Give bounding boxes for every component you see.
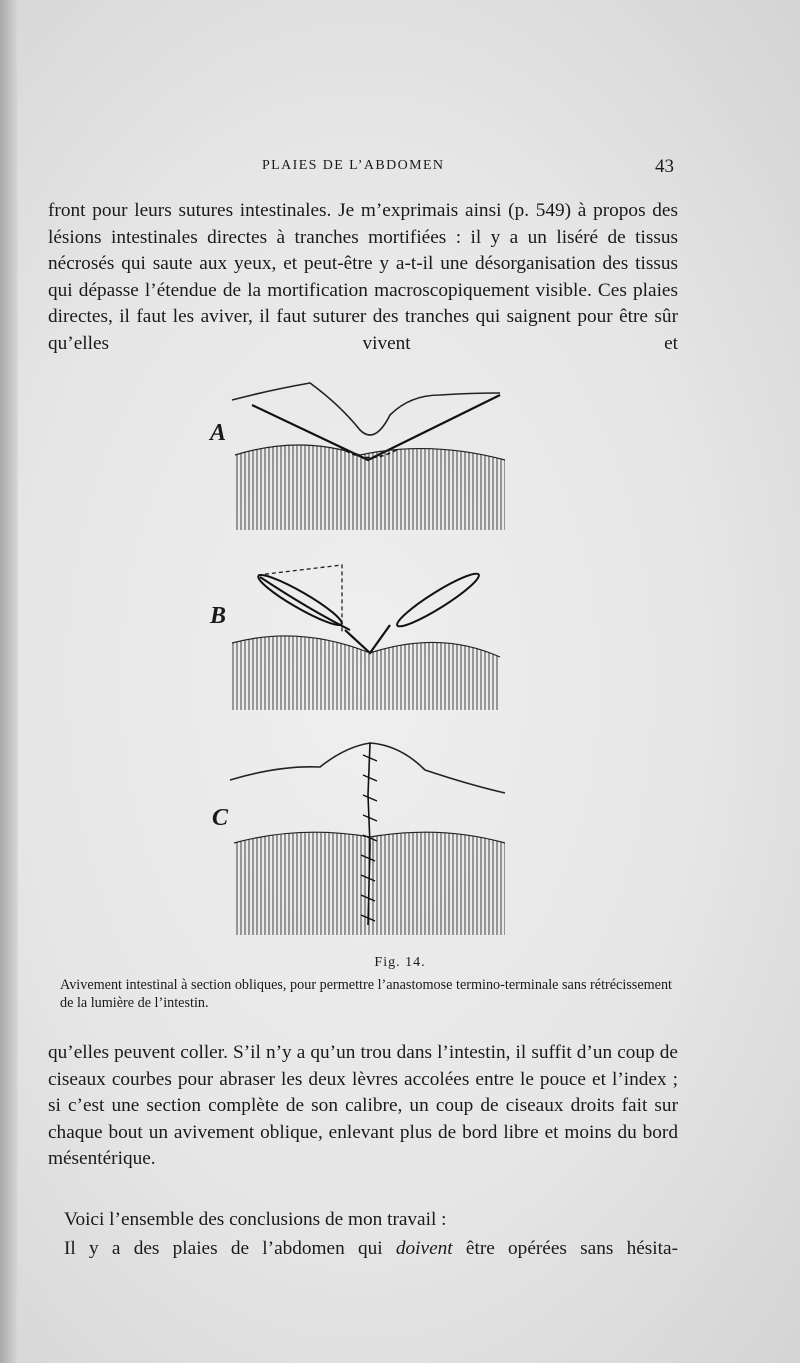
- figure-label-a: A: [210, 420, 227, 446]
- panel-c-drawing: [230, 743, 505, 935]
- panel-b-drawing: [232, 565, 500, 710]
- panel-a-drawing: [232, 383, 505, 530]
- intestine-illustration: [200, 375, 530, 945]
- figure-label-b: B: [210, 603, 227, 629]
- running-head: [0, 158, 800, 182]
- paragraph-bottom: qu’elles peuvent coller. S’il n’y a qu’un trou dans l’intestin, il suffit d’un coup de ciseaux courbes pour abraser les deux lèvres accolées entre le pouce et l’index ; si c’est une section complète de son calibre, un coup de ciseaux droits fait sur chaque bout un avivement oblique, enlevant plus de bord libre et moins du bord mésentérique.: [48, 1042, 678, 1169]
- page-binding-edge: [0, 0, 18, 1363]
- figure-number: Fig. 14.: [374, 955, 426, 970]
- paragraph-conclusion: Voici l’ensemble des conclusions de mon travail :: [64, 1209, 447, 1230]
- figure-14: [200, 375, 530, 945]
- paragraph-last-emphasis: doivent: [395, 1238, 453, 1259]
- page-number: 43: [655, 156, 674, 177]
- figure-label-c: C: [212, 805, 229, 831]
- paragraph-last-end: être opérées sans hésita-: [452, 1238, 678, 1259]
- running-title: PLAIES DE L’ABDOMEN: [262, 158, 445, 173]
- paragraph-last-start: Il y a des plaies de l’abdomen qui: [64, 1238, 396, 1259]
- figure-caption: Avivement intestinal à section obliques, pour permettre l’anastomose termino-terminale sans rétrécissement de la lumière de l’intestin.: [60, 977, 672, 1011]
- paragraph-last: [48, 1236, 678, 1263]
- paragraph-top: front pour leurs sutures intestinales. Je m’exprimais ainsi (p. 549) à propos des lésions intestinales directes à tranches mortifiées : il y a un liséré de tissus nécrosés qui saute aux yeux, et peut-être y a-t-il une désorganisation des tissus qui dépasse l’étendue de la mortification macroscopiquement visible. Ces plaies directes, il faut les aviver, il faut suturer des tranches qui saignent pour être sûr qu’elles vivent et: [48, 200, 678, 354]
